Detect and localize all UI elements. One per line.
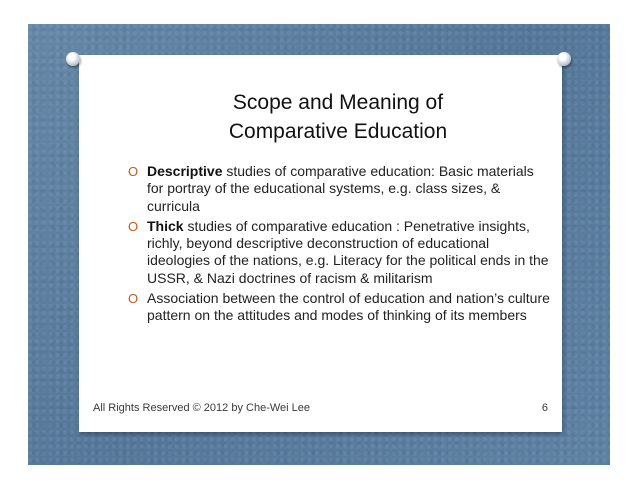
bullet-marker: O (128, 164, 139, 179)
bullet-marker: O (128, 218, 139, 234)
page-number: 6 (541, 402, 548, 414)
bullet-item-thick (128, 218, 553, 287)
bullet-marker: O (128, 291, 139, 307)
pushpin-icon (66, 52, 80, 66)
bullet-item-association (128, 290, 553, 325)
pushpin-icon (557, 52, 571, 66)
bullet-text: studies of comparative education: Basic materials for portray of the educational systems, e.g. class sizes, & curricula (147, 163, 534, 214)
title-line-1: Scope and Meaning of (232, 91, 444, 114)
bullet-list (128, 163, 553, 328)
slide-card (79, 55, 562, 432)
slide-title (79, 88, 562, 146)
bullet-bold-term: Thick (147, 217, 184, 234)
bullet-text: Association between the control of education and nation’s culture pattern on the attitudes and modes of thinking of its members (147, 290, 550, 324)
bullet-text: studies of comparative education : Penetrative insights, richly, beyond descriptive deconstruction of educational ideologies of the nations, e.g. Literacy for the political ends in the USSR, & Nazi doctrines of racism & militarism (147, 217, 549, 286)
bullet-item-descriptive (128, 163, 553, 215)
slide-footer: All Rights Reserved © 2012 by Che-Wei Lee (93, 402, 311, 414)
bullet-bold-term: Descriptive (147, 163, 223, 179)
title-line-2: Comparative Education (228, 120, 448, 143)
